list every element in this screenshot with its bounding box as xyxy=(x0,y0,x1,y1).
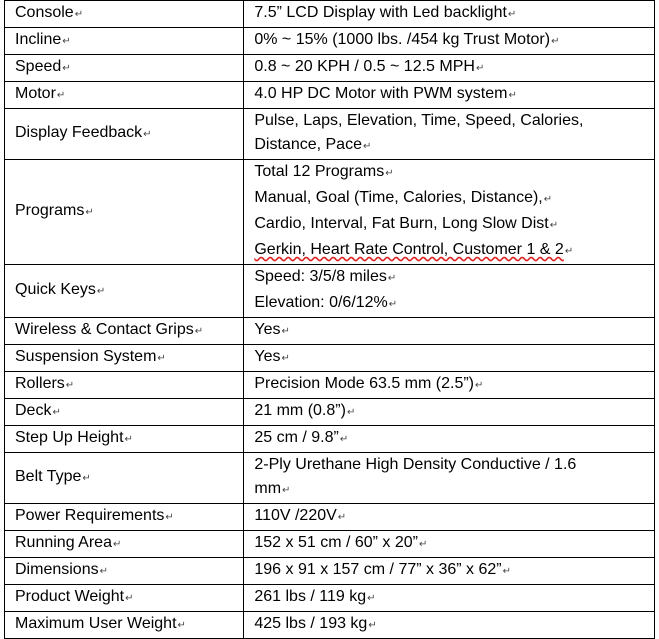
table-row xyxy=(5,109,655,160)
spec-value-text: Manual, Goal (Time, Calories, Distance), xyxy=(254,189,543,206)
spec-value-text: 21 mm (0.8”) xyxy=(254,402,346,419)
table-row xyxy=(5,372,655,399)
spec-value-line xyxy=(254,612,648,638)
table-row xyxy=(5,318,655,345)
spec-value-text: Yes xyxy=(254,321,281,338)
spec-label-cell xyxy=(5,28,244,55)
spec-label-cell xyxy=(5,318,244,345)
paragraph-mark-icon: ↵ xyxy=(551,36,560,47)
spec-value-text: 425 lbs / 193 kg xyxy=(254,615,368,632)
spec-value-line xyxy=(254,558,648,584)
spec-value-cell xyxy=(244,558,655,585)
paragraph-mark-icon: ↵ xyxy=(507,9,517,20)
paragraph-mark-icon: ↵ xyxy=(96,286,106,297)
spec-label: Quick Keys xyxy=(15,281,96,298)
spec-value-cell xyxy=(244,55,655,82)
paragraph-mark-icon: ↵ xyxy=(143,129,152,140)
spec-value-text: 7.5” LCD Display with Led backlight xyxy=(254,4,507,21)
spec-value-text: Cardio, Interval, Fat Burn, Long Slow Dist xyxy=(254,215,549,232)
table-row xyxy=(5,453,655,504)
spec-value-cell xyxy=(244,531,655,558)
paragraph-mark-icon: ↵ xyxy=(282,485,291,496)
paragraph-mark-icon: ↵ xyxy=(281,326,290,337)
table-row xyxy=(5,612,655,639)
spec-label-cell xyxy=(5,453,244,504)
spec-value-cell xyxy=(244,109,655,160)
spec-value-line xyxy=(254,55,648,81)
table-row xyxy=(5,265,655,318)
spec-value-line xyxy=(254,318,648,344)
paragraph-mark-icon: ↵ xyxy=(124,434,133,445)
spec-label-cell xyxy=(5,585,244,612)
paragraph-mark-icon: ↵ xyxy=(346,407,356,418)
table-row xyxy=(5,345,655,372)
spec-value-line xyxy=(254,265,648,291)
table-row xyxy=(5,1,655,28)
spec-value-line xyxy=(254,28,648,54)
paragraph-mark-icon: ↵ xyxy=(65,380,75,391)
paragraph-mark-icon: ↵ xyxy=(52,407,61,418)
table-row xyxy=(5,55,655,82)
paragraph-mark-icon: ↵ xyxy=(62,63,71,74)
spec-label: Deck xyxy=(15,402,52,419)
spec-value-text: Pulse, Laps, Elevation, Time, Speed, Calories, xyxy=(254,112,584,129)
spec-value-line xyxy=(254,372,648,398)
spec-value-line xyxy=(254,504,648,530)
spec-value-cell xyxy=(244,453,655,504)
spec-value-text: 0.8 ~ 20 KPH / 0.5 ~ 12.5 MPH xyxy=(254,58,475,75)
table-row xyxy=(5,28,655,55)
paragraph-mark-icon: ↵ xyxy=(281,353,290,364)
paragraph-mark-icon: ↵ xyxy=(549,220,559,231)
paragraph-mark-icon: ↵ xyxy=(337,512,347,523)
spec-label-cell xyxy=(5,82,244,109)
table-row xyxy=(5,426,655,453)
spec-value-line xyxy=(254,133,648,159)
spec-value-line xyxy=(254,109,648,133)
paragraph-mark-icon: ↵ xyxy=(564,246,574,257)
spec-value-cell xyxy=(244,265,655,318)
spec-label-cell xyxy=(5,372,244,399)
spec-value-cell xyxy=(244,28,655,55)
spec-value-text: Elevation: 0/6/12% xyxy=(254,294,388,311)
paragraph-mark-icon: ↵ xyxy=(388,299,398,310)
spec-value-cell xyxy=(244,399,655,426)
spec-value-cell xyxy=(244,585,655,612)
spec-value-cell xyxy=(244,160,655,265)
spec-value-text: Precision Mode 63.5 mm (2.5”) xyxy=(254,375,474,392)
spec-label-cell xyxy=(5,504,244,531)
paragraph-mark-icon: ↵ xyxy=(194,326,204,337)
spec-value-line xyxy=(254,1,648,27)
spec-value-text: Speed: 3/5/8 miles xyxy=(254,268,387,285)
spec-value-line xyxy=(254,186,648,212)
spec-label-cell xyxy=(5,55,244,82)
spec-label-cell xyxy=(5,109,244,160)
spec-value-cell xyxy=(244,372,655,399)
spec-label-cell xyxy=(5,399,244,426)
spec-label: Wireless & Contact Grips xyxy=(15,321,194,338)
spec-value-text: Gerkin, Heart Rate Control, Customer 1 & 2 xyxy=(254,241,564,258)
paragraph-mark-icon: ↵ xyxy=(112,539,122,550)
spec-value-text: 152 x 51 cm / 60” x 20” xyxy=(254,534,418,551)
paragraph-mark-icon: ↵ xyxy=(508,90,517,101)
paragraph-mark-icon: ↵ xyxy=(99,566,108,577)
paragraph-mark-icon: ↵ xyxy=(82,473,91,484)
spec-value-text: 25 cm / 9.8” xyxy=(254,429,339,446)
spec-label: Step Up Height xyxy=(15,429,124,446)
spec-value-cell xyxy=(244,345,655,372)
spec-label-cell xyxy=(5,1,244,28)
spec-value-line xyxy=(254,82,648,108)
paragraph-mark-icon: ↵ xyxy=(387,273,397,284)
spec-value-text: 110V /220V xyxy=(254,507,337,524)
paragraph-mark-icon: ↵ xyxy=(85,207,94,218)
paragraph-mark-icon: ↵ xyxy=(157,353,166,364)
spec-value-text: Total 12 Programs xyxy=(254,163,385,180)
paragraph-mark-icon: ↵ xyxy=(56,90,66,101)
spec-value-text: mm xyxy=(254,480,282,497)
table-row xyxy=(5,504,655,531)
paragraph-mark-icon: ↵ xyxy=(475,380,484,391)
spec-value-text: Yes xyxy=(254,348,281,365)
spec-label-cell xyxy=(5,265,244,318)
spec-label: Belt Type xyxy=(15,468,82,485)
spec-label: Incline xyxy=(15,31,62,48)
spec-label-cell xyxy=(5,558,244,585)
paragraph-mark-icon: ↵ xyxy=(125,593,134,604)
spec-value-text: 4.0 HP DC Motor with PWM system xyxy=(254,85,508,102)
paragraph-mark-icon: ↵ xyxy=(385,168,394,179)
spec-value-cell xyxy=(244,426,655,453)
spec-value-line xyxy=(254,238,648,264)
spec-value-cell xyxy=(244,504,655,531)
paragraph-mark-icon: ↵ xyxy=(339,434,349,445)
paragraph-mark-icon: ↵ xyxy=(74,9,84,20)
spec-value-text: Distance, Pace xyxy=(254,136,362,153)
spec-label-cell xyxy=(5,531,244,558)
spec-label: Maximum User Weight xyxy=(15,615,177,632)
paragraph-mark-icon: ↵ xyxy=(419,539,428,550)
spec-value-line xyxy=(254,426,648,452)
spec-value-text: 0% ~ 15% (1000 lbs. /454 kg Trust Motor) xyxy=(254,31,551,48)
specifications-table-body xyxy=(5,1,655,639)
table-row xyxy=(5,558,655,585)
paragraph-mark-icon: ↵ xyxy=(362,141,372,152)
paragraph-mark-icon: ↵ xyxy=(62,36,71,47)
spec-value-line xyxy=(254,212,648,238)
spec-label: Suspension System xyxy=(15,348,157,365)
spec-value-line xyxy=(254,160,648,186)
paragraph-mark-icon: ↵ xyxy=(177,620,186,631)
spec-label: Dimensions xyxy=(15,561,99,578)
spec-label: Display Feedback xyxy=(15,124,143,141)
spec-value-cell xyxy=(244,612,655,639)
spec-value-text: 196 x 91 x 157 cm / 77” x 36” x 62” xyxy=(254,561,502,578)
paragraph-mark-icon: ↵ xyxy=(475,63,485,74)
paragraph-mark-icon: ↵ xyxy=(367,593,376,604)
table-row xyxy=(5,82,655,109)
spec-value-line xyxy=(254,345,648,371)
specifications-table xyxy=(4,0,655,639)
spec-value-line xyxy=(254,453,648,477)
spec-value-cell xyxy=(244,82,655,109)
spec-value-line xyxy=(254,585,648,611)
spec-value-line xyxy=(254,531,648,557)
spec-value-line xyxy=(254,291,648,317)
spec-label-cell xyxy=(5,345,244,372)
paragraph-mark-icon: ↵ xyxy=(368,620,377,631)
spec-label-cell xyxy=(5,160,244,265)
table-row xyxy=(5,399,655,426)
spec-label-cell xyxy=(5,612,244,639)
spec-label: Power Requirements xyxy=(15,507,165,524)
spec-value-cell xyxy=(244,318,655,345)
spec-label: Product Weight xyxy=(15,588,125,605)
spec-label: Motor xyxy=(15,85,56,102)
spec-label-cell xyxy=(5,426,244,453)
spec-value-text: 261 lbs / 119 kg xyxy=(254,588,367,605)
table-row xyxy=(5,585,655,612)
spec-label: Console xyxy=(15,4,74,21)
spec-value-text: 2-Ply Urethane High Density Conductive / 1.6 xyxy=(254,456,577,473)
paragraph-mark-icon: ↵ xyxy=(502,566,511,577)
spec-label: Programs xyxy=(15,202,85,219)
paragraph-mark-icon: ↵ xyxy=(543,194,553,205)
table-row xyxy=(5,160,655,265)
table-row xyxy=(5,531,655,558)
spec-value-cell xyxy=(244,1,655,28)
paragraph-mark-icon: ↵ xyxy=(165,512,174,523)
spec-label: Rollers xyxy=(15,375,65,392)
spec-label: Running Area xyxy=(15,534,112,551)
spec-value-line xyxy=(254,399,648,425)
spec-value-line xyxy=(254,477,648,503)
spec-label: Speed xyxy=(15,58,62,75)
